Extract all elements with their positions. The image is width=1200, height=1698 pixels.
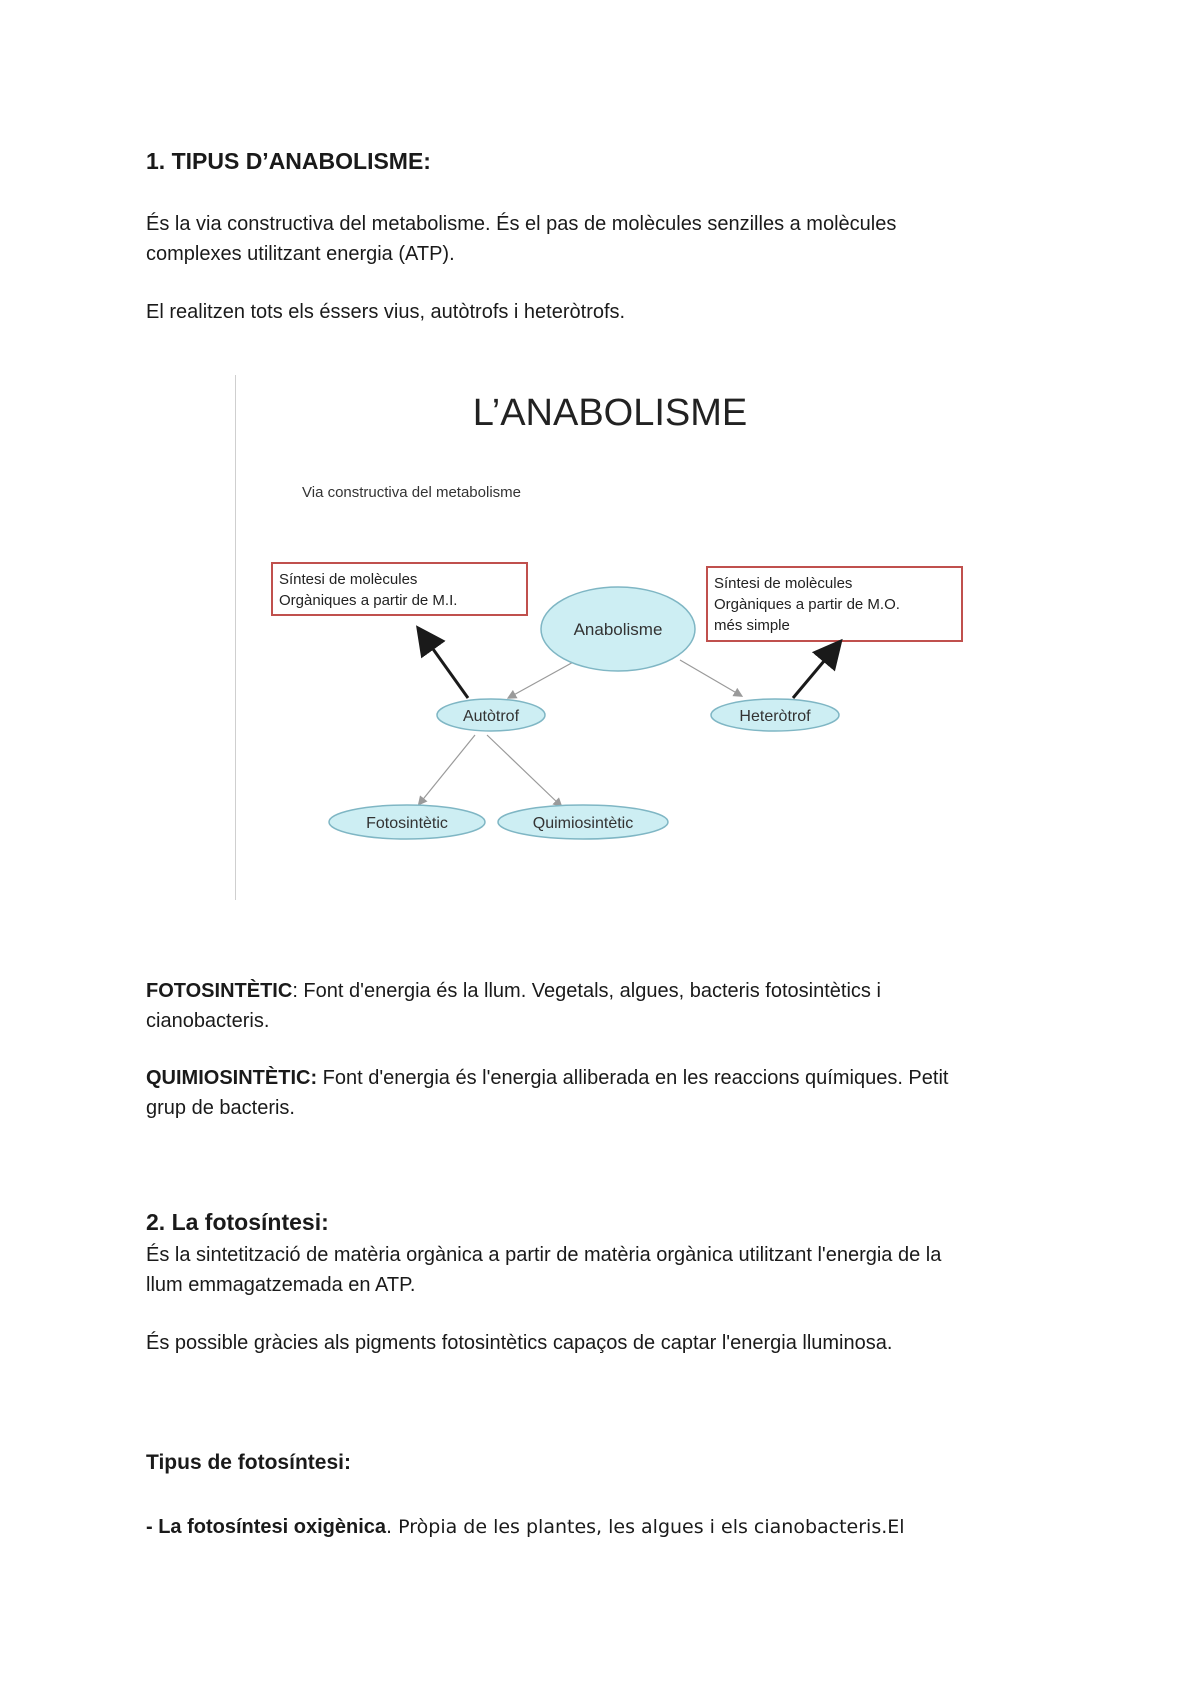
section-3-heading: Tipus de fotosíntesi: bbox=[146, 1451, 351, 1474]
figure-left-border bbox=[235, 375, 236, 900]
term-quimiosintetic: QUIMIOSINTÈTIC: bbox=[146, 1067, 318, 1089]
arrow-autotrof-fotosintetic bbox=[420, 735, 475, 803]
box-right-line3: més simple bbox=[714, 617, 790, 634]
section-2-para1-line1: És la sintetització de matèria orgànica a partir de matèria orgànica utilitzant l'energia de la bbox=[146, 1244, 942, 1266]
box-left-line1: Síntesi de molècules bbox=[279, 571, 418, 588]
section-1-paragraph-2: El realitzen tots els éssers vius, autòtrofs i heteròtrofs. bbox=[146, 301, 626, 323]
section-2-paragraph-1 bbox=[146, 1240, 1066, 1300]
box-right-line2: Orgàniques a partir de M.O. bbox=[714, 596, 900, 613]
section-1-paragraph-1 bbox=[146, 209, 1066, 269]
node-autotrof-label: Autòtrof bbox=[462, 708, 520, 725]
section-2-heading: 2. La fotosíntesi: bbox=[146, 1209, 329, 1235]
arrow-anabolisme-autotrof bbox=[510, 660, 577, 697]
section-1-para1-line1: És la via constructiva del metabolisme. És el pas de molècules senzilles a molècules bbox=[146, 213, 897, 235]
anabolisme-diagram bbox=[235, 375, 995, 900]
section-2-para1-line2: llum emmagatzemada en ATP. bbox=[146, 1274, 416, 1296]
definition-fotosintetic bbox=[146, 976, 1066, 1036]
box-right-line1: Síntesi de molècules bbox=[714, 575, 853, 592]
arrow-autotrof-quimiosintetic bbox=[487, 735, 560, 805]
node-anabolisme-label: Anabolisme bbox=[573, 620, 663, 639]
section-2-paragraph-2: És possible gràcies als pigments fotosintètics capaços de captar l'energia lluminosa. bbox=[146, 1332, 893, 1354]
diagram-svg bbox=[235, 375, 995, 900]
text-fotosintetic: : Font d'energia és la llum. Vegetals, algues, bacteris fotosintètics i bbox=[292, 980, 881, 1002]
term-fotosintetic: FOTOSINTÈTIC bbox=[146, 980, 293, 1002]
diagram-subtitle: Via constructiva del metabolisme bbox=[302, 484, 521, 501]
node-heterotrof-label: Heteròtrof bbox=[739, 708, 811, 725]
node-quimiosintetic-label: Quimiosintètic bbox=[532, 815, 634, 832]
text-fotosintetic-line2: cianobacteris. bbox=[146, 1010, 270, 1032]
text-quimiosintetic-line2: grup de bacteris. bbox=[146, 1097, 295, 1119]
arrow-anabolisme-heterotrof bbox=[680, 660, 740, 695]
definition-quimiosintetic bbox=[146, 1063, 1066, 1123]
item-1-text: . Pròpia de les plantes, les algues i els cianobacteris.El bbox=[386, 1516, 905, 1538]
box-left-line2: Orgàniques a partir de M.I. bbox=[279, 592, 458, 609]
section-3-item-1 bbox=[146, 1512, 1066, 1542]
section-1-heading: 1. TIPUS D’ANABOLISME: bbox=[146, 148, 431, 174]
node-fotosintetic-label: Fotosintètic bbox=[366, 815, 448, 832]
arrow-heterotrof-box-right bbox=[793, 648, 835, 698]
item-1-term: - La fotosíntesi oxigènica bbox=[146, 1516, 387, 1538]
diagram-title: L’ANABOLISME bbox=[472, 392, 748, 434]
text-quimiosintetic: Font d'energia és l'energia alliberada en les reaccions químiques. Petit bbox=[317, 1067, 949, 1089]
arrow-autotrof-box-left bbox=[423, 635, 468, 698]
section-1-para1-line2: complexes utilitzant energia (ATP). bbox=[146, 243, 455, 265]
